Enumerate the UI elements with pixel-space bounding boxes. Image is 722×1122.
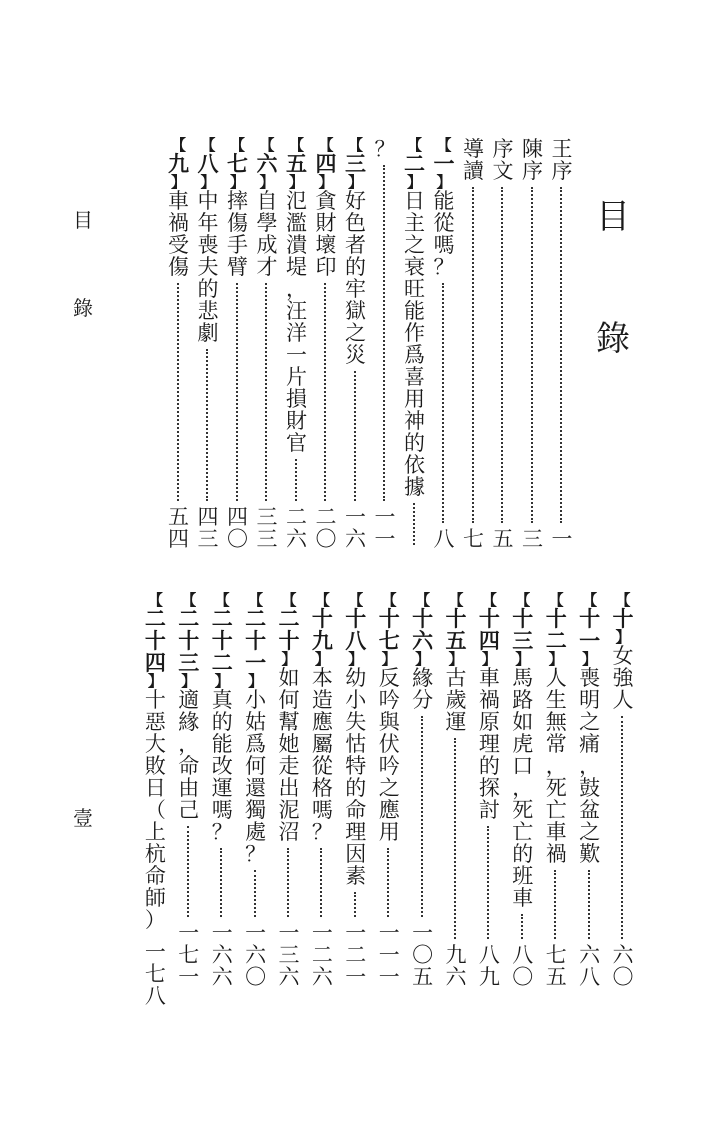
toc-entry-title: 小 姑 爲 何 還 獨 處 ？ (245, 688, 267, 866)
toc-leader-dots (354, 892, 358, 917)
toc-leader-dots (177, 283, 181, 501)
page-number: 壹 (73, 806, 93, 830)
toc-entry-number (198, 138, 219, 190)
bracket-open-icon: 【 (170, 136, 186, 154)
toc-entry-title: 適 緣 ， 命 由 己 (178, 688, 200, 822)
toc-leader-dots (295, 459, 299, 501)
bracket-close-icon: 】 (436, 173, 452, 191)
toc-entry-title: 導 讀 (463, 137, 484, 183)
toc-entry-number (446, 593, 467, 667)
toc-entry[interactable] (518, 138, 548, 550)
bracket-close-icon: 】 (406, 173, 422, 191)
toc-entry-number (227, 138, 248, 190)
toc-entry-number (379, 593, 400, 667)
toc-entry[interactable] (164, 138, 194, 550)
toc-entry-page: 九 六 (445, 943, 467, 989)
toc-entry-title: 人 生 無 常 ， 死 亡 車 禍 (545, 666, 567, 866)
bracket-open-icon: 【 (314, 591, 330, 609)
toc-entry-number (412, 593, 433, 667)
toc-entry-number (145, 593, 166, 689)
toc-entry-page: 八 九 (478, 943, 500, 989)
toc-entry-page: 六 八 (579, 943, 601, 989)
toc-entry[interactable] (193, 138, 223, 550)
toc-entry-number-text: 十 六 (412, 606, 434, 653)
toc-entry-title: 如 何 幫 她 走 出 泥 沼 (278, 666, 300, 844)
bracket-open-icon: 【 (448, 591, 464, 609)
toc-entry-page: 一 六 〇 (245, 921, 267, 989)
toc-entry-title: 十 惡 大 敗 日 （ 上 杭 命 師 ） (144, 688, 166, 932)
bracket-close-icon: 】 (170, 173, 186, 191)
bracket-open-icon: 【 (582, 591, 598, 609)
bracket-close-icon: 】 (381, 650, 397, 668)
toc-entry-page: 一 (551, 527, 573, 551)
toc-entry-title: 車 禍 原 理 的 探 討 (478, 666, 500, 822)
toc-leader-dots (254, 870, 258, 917)
bracket-open-icon: 【 (481, 591, 497, 609)
toc-entry-page: 一 三 六 (278, 921, 300, 989)
toc-entry[interactable] (341, 138, 371, 550)
toc-entry-number (257, 138, 278, 190)
toc-entry-page: 七 五 (545, 943, 567, 989)
toc-entry-page: 八 (433, 527, 455, 551)
toc-entry-number-text: 十 九 (311, 606, 333, 653)
toc-entry-number-text: 六 (256, 151, 278, 176)
toc-entry-title: 真 的 能 改 運 嗎 ？ (211, 688, 233, 844)
toc-leader-dots (187, 826, 191, 917)
toc-entry-number (178, 593, 199, 689)
bracket-open-icon: 【 (229, 136, 245, 154)
toc-entry-number-text: 十 四 (478, 606, 500, 653)
toc-leader-dots (554, 870, 558, 939)
bracket-close-icon: 】 (448, 650, 464, 668)
toc-entry-number-text: 十 (612, 606, 634, 631)
toc-entry-number-text: 十 八 (345, 606, 367, 653)
toc-entry-page: 三 (522, 527, 543, 551)
toc-leader-dots (287, 848, 291, 917)
toc-entry-title: 本 造 應 屬 從 格 嗎 ？ (311, 666, 333, 844)
toc-entry[interactable] (374, 593, 404, 988)
toc-entry-page: 四 〇 (227, 505, 248, 551)
toc-entry-title: 摔 傷 手 臂 (227, 189, 248, 279)
toc-leader-dots (621, 716, 625, 939)
bracket-open-icon: 【 (515, 591, 531, 609)
toc-entry[interactable] (140, 591, 170, 1008)
toc-entry-page: 一 六 (345, 505, 366, 551)
toc-entry-title: 日 主 之 衰 旺 能 作 爲 喜 用 神 的 依 據 (404, 189, 425, 499)
toc-entry-number (168, 138, 189, 190)
toc-entry-title: 女 強 人 (612, 644, 634, 712)
bracket-open-icon: 【 (548, 591, 564, 609)
toc-entry[interactable] (274, 593, 304, 988)
bracket-close-icon: 】 (481, 650, 497, 668)
toc-entry-number-text: 七 (227, 151, 248, 176)
toc-entry-page: 一 一 (374, 505, 396, 551)
toc-entry-title: 氾 濫 潰 堤 ， 汪 洋 一 片 損 財 官 (286, 189, 307, 455)
toc-entry-number (316, 138, 337, 190)
bracket-close-icon: 】 (318, 173, 334, 191)
toc-entry-title: ？ (374, 137, 396, 161)
bracket-close-icon: 】 (615, 628, 631, 646)
bracket-close-icon: 】 (229, 173, 245, 191)
toc-leader-dots (236, 283, 240, 501)
bracket-close-icon: 】 (147, 672, 163, 690)
toc-entry-number (279, 593, 300, 667)
toc-entry-number (613, 593, 634, 645)
bracket-close-icon: 】 (200, 173, 216, 191)
toc-entry-page: 七 (463, 527, 484, 551)
toc-leader-dots (220, 848, 224, 917)
bracket-close-icon: 】 (415, 650, 431, 668)
bracket-open-icon: 【 (615, 591, 631, 609)
toc-entry-page: 四 三 (197, 505, 219, 551)
toc-leader-dots (383, 165, 387, 501)
toc-entry-number-text: 十 五 (445, 606, 467, 653)
toc-entry[interactable] (429, 138, 459, 550)
page-title (590, 197, 636, 359)
toc-entry-page: 八 〇 (512, 943, 534, 989)
toc-leader-dots (354, 371, 358, 501)
toc-leader-dots (320, 848, 324, 917)
bracket-close-icon: 】 (548, 650, 564, 668)
toc-entry-page: 五 (492, 527, 514, 551)
toc-leader-dots (472, 187, 476, 523)
bracket-close-icon: 】 (281, 650, 297, 668)
toc-entry-page: 一 〇 五 (412, 921, 434, 989)
toc-entry-number-text: 二 十 一 (245, 606, 267, 675)
toc-entry[interactable] (370, 138, 400, 550)
toc-entry-title: 王 序 (551, 137, 573, 183)
bracket-open-icon: 【 (406, 136, 422, 154)
toc-leader-dots (413, 503, 417, 545)
toc-entry[interactable] (408, 593, 438, 988)
toc-entry[interactable] (547, 138, 577, 550)
toc-entry-page: 五 四 (168, 505, 189, 551)
toc-entry-number-text: 八 (197, 151, 219, 176)
toc-entry-title: 貪 財 壞 印 (315, 189, 337, 279)
toc-entry-number (479, 593, 500, 667)
bracket-open-icon: 【 (318, 136, 334, 154)
toc-entry-number-text: 二 (404, 151, 425, 176)
toc-entry[interactable] (575, 593, 605, 988)
toc-entry-number-text: 二 十 三 (178, 606, 200, 675)
toc-entry-title: 幼 小 失 怙 特 的 命 理 因 素 (345, 666, 367, 888)
bracket-open-icon: 【 (147, 591, 163, 609)
title-char-1: 目 (596, 197, 630, 237)
running-head-label-2: 錄 (73, 296, 93, 320)
toc-entry-number (546, 593, 567, 667)
toc-entry[interactable] (307, 593, 337, 988)
bracket-open-icon: 【 (348, 591, 364, 609)
bracket-close-icon: 】 (314, 650, 330, 668)
toc-entry[interactable] (341, 593, 371, 988)
toc-entry-number-text: 十 三 (512, 606, 534, 653)
toc-entry-title: 好 色 者 的 牢 獄 之 災 (345, 189, 366, 367)
toc-entry-number-text: 一 (433, 151, 455, 176)
toc-entry[interactable] (488, 138, 518, 550)
toc-entry-number (345, 138, 366, 190)
toc-entry-number-text: 四 (315, 151, 337, 176)
toc-entry-page: 六 〇 (612, 943, 634, 989)
toc-entry[interactable] (400, 138, 430, 550)
bracket-open-icon: 【 (288, 136, 304, 154)
toc-leader-dots (487, 826, 491, 939)
toc-entry[interactable] (282, 138, 312, 550)
toc-entry[interactable] (174, 593, 204, 988)
toc-entry[interactable] (459, 138, 489, 550)
toc-entry[interactable] (541, 593, 571, 988)
bracket-close-icon: 】 (181, 672, 197, 690)
toc-entry-number (345, 593, 366, 667)
bracket-open-icon: 【 (381, 591, 397, 609)
bracket-open-icon: 【 (248, 591, 264, 609)
toc-leader-dots (454, 738, 458, 939)
running-head-label-1: 目 (73, 208, 93, 232)
toc-entry-number-text: 二 十 二 (211, 606, 233, 675)
toc-entry[interactable] (608, 593, 638, 988)
toc-entry[interactable] (207, 593, 237, 988)
toc-entry-number-text: 十 二 (545, 606, 567, 653)
toc-leader-dots (442, 283, 446, 523)
bracket-open-icon: 【 (436, 136, 452, 154)
toc-entry-number-text: 九 (168, 151, 189, 176)
bracket-close-icon: 】 (259, 173, 275, 191)
bracket-close-icon: 】 (288, 173, 304, 191)
bracket-open-icon: 【 (200, 136, 216, 154)
toc-entry[interactable] (508, 593, 538, 988)
toc-entry-number (212, 593, 233, 689)
toc-entry[interactable] (311, 138, 341, 550)
bracket-close-icon: 】 (347, 173, 363, 191)
bracket-open-icon: 【 (259, 136, 275, 154)
toc-entry-number-text: 十 一 (579, 606, 601, 653)
toc-entry-number (245, 593, 266, 689)
bracket-close-icon: 】 (248, 672, 264, 690)
toc-entry-title: 緣 分 (412, 666, 434, 712)
toc-leader-dots (206, 349, 210, 501)
toc-entry-page: 一 二 六 (311, 921, 333, 989)
toc-entry-number (512, 593, 533, 667)
toc-entry-number (404, 138, 425, 190)
toc-entry-number-text: 三 (345, 151, 366, 176)
toc-entry-page: 一 七 八 (144, 940, 166, 1008)
toc-entry-page: 一 一 一 (378, 921, 400, 989)
bracket-open-icon: 【 (415, 591, 431, 609)
toc-entry-page: 一 二 一 (345, 921, 367, 989)
toc-entry[interactable] (223, 138, 253, 550)
toc-leader-dots (265, 283, 269, 501)
bracket-close-icon: 】 (348, 650, 364, 668)
toc-entry-title: 馬 路 如 虎 口 ， 死 亡 的 班 車 (512, 666, 534, 910)
toc-leader-dots (521, 914, 525, 939)
toc-entry-title: 反 吟 與 伏 吟 之 應 用 (378, 666, 400, 844)
toc-entry-number (312, 593, 333, 667)
bracket-open-icon: 【 (214, 591, 230, 609)
toc-entry-page: 二 六 (286, 505, 307, 551)
bracket-open-icon: 【 (281, 591, 297, 609)
toc-entry-number-text: 五 (286, 151, 307, 176)
toc-entry[interactable] (241, 593, 271, 988)
bracket-close-icon: 】 (214, 672, 230, 690)
toc-entry-page: 一 六 六 (211, 921, 233, 989)
toc-entry-title: 自 學 成 才 (256, 189, 278, 279)
toc-entry-title: 古 歲 運 (445, 666, 467, 734)
toc-entry-title: 車 禍 受 傷 (168, 189, 189, 279)
toc-leader-dots (421, 716, 425, 917)
toc-leader-dots (387, 848, 391, 917)
toc-entry-page: 三 三 (256, 505, 278, 551)
toc-entry-number-text: 二 十 (278, 606, 300, 653)
toc-leader-dots (588, 870, 592, 939)
toc-entry-title: 喪 明 之 痛 ， 鼓 盆 之 歎 (579, 666, 601, 866)
toc-entry-page: 二 〇 (315, 505, 337, 551)
toc-entry[interactable] (441, 593, 471, 988)
toc-entry-number (579, 593, 600, 667)
toc-leader-dots (501, 187, 505, 523)
toc-entry-title: 能 從 嗎 ？ (433, 189, 455, 279)
toc-leader-dots (531, 187, 535, 523)
title-char-2: 錄 (596, 319, 630, 359)
bracket-open-icon: 【 (181, 591, 197, 609)
toc-entry-page: 一 七 一 (178, 921, 200, 989)
toc-entry-number (434, 138, 455, 190)
bracket-open-icon: 【 (347, 136, 363, 154)
toc-entry-title: 陳 序 (522, 137, 543, 183)
toc-leader-dots (324, 283, 328, 501)
toc-entry-number-text: 十 七 (378, 606, 400, 653)
toc-entry[interactable] (474, 593, 504, 988)
toc-entry-number-text: 二 十 四 (144, 606, 166, 675)
toc-leader-dots (560, 187, 564, 523)
toc-entry-number (286, 138, 307, 190)
toc-entry-title: 序 文 (492, 137, 514, 183)
toc-entry-title: 中 年 喪 夫 的 悲 劇 (197, 189, 219, 345)
bracket-close-icon: 】 (515, 650, 531, 668)
bracket-close-icon: 】 (582, 650, 598, 668)
toc-entry[interactable] (252, 138, 282, 550)
